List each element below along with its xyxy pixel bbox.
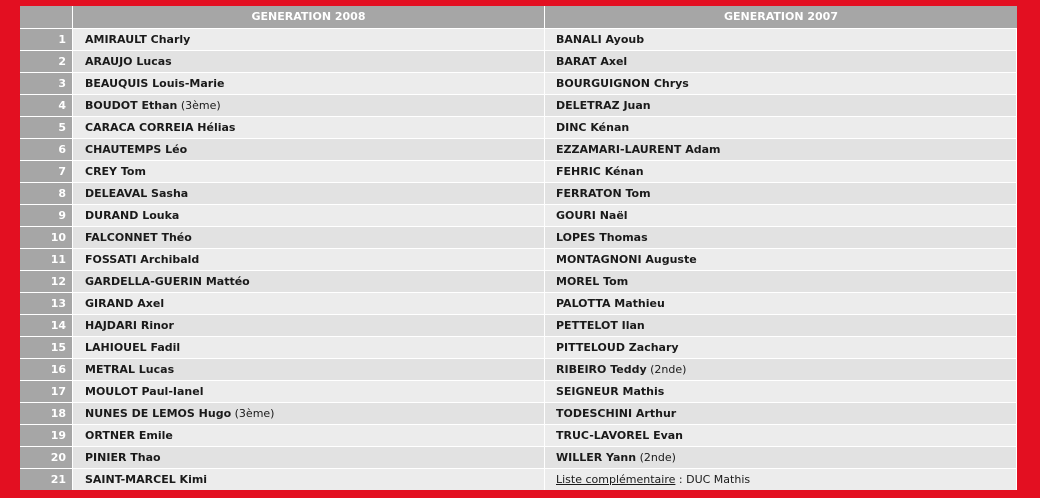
player-name: RIBEIRO Teddy	[556, 363, 647, 376]
player-name: MOULOT Paul-Ianel	[85, 385, 204, 398]
table-row	[20, 29, 1017, 50]
generation-2008-cell	[73, 95, 544, 116]
table-row	[20, 249, 1017, 270]
player-name: BARAT Axel	[556, 55, 628, 68]
generation-2007-cell	[545, 183, 1016, 204]
player-name: AMIRAULT Charly	[85, 33, 191, 46]
generation-2008-cell	[73, 183, 544, 204]
player-name: GARDELLA-GUERIN Mattéo	[85, 275, 250, 288]
table-row	[20, 161, 1017, 182]
player-note: (2nde)	[650, 363, 687, 376]
row-number: 20	[20, 447, 72, 468]
row-number: 7	[20, 161, 72, 182]
player-name: TODESCHINI Arthur	[556, 407, 677, 420]
table-row	[20, 271, 1017, 292]
player-name: FOSSATI Archibald	[85, 253, 200, 266]
generation-2008-cell	[73, 447, 544, 468]
generation-2008-cell	[73, 227, 544, 248]
player-name: FEHRIC Kénan	[556, 165, 644, 178]
generation-2007-cell	[545, 73, 1016, 94]
generation-2007-cell	[545, 359, 1016, 380]
generation-2008-cell	[73, 403, 544, 424]
row-number: 16	[20, 359, 72, 380]
table-row	[20, 117, 1017, 138]
complementary-list-link[interactable]: Liste complémentaire	[556, 473, 676, 486]
generation-2007-cell	[545, 205, 1016, 226]
generation-2008-cell	[73, 469, 544, 490]
player-name: PITTELOUD Zachary	[556, 341, 679, 354]
table-row	[20, 293, 1017, 314]
row-number: 17	[20, 381, 72, 402]
player-note: (2nde)	[639, 451, 676, 464]
player-name: PETTELOT Ilan	[556, 319, 645, 332]
player-note: (3ème)	[180, 99, 221, 112]
player-name: CHAUTEMPS Léo	[85, 143, 188, 156]
table-row	[20, 469, 1017, 490]
generation-2008-cell	[73, 51, 544, 72]
generation-2008-cell	[73, 337, 544, 358]
generation-2007-cell	[545, 161, 1016, 182]
table-row	[20, 183, 1017, 204]
player-name: FALCONNET Théo	[85, 231, 192, 244]
player-name: NUNES DE LEMOS Hugo	[85, 407, 232, 420]
player-name: PINIER Thao	[85, 451, 161, 464]
table-row	[20, 315, 1017, 336]
table-row	[20, 51, 1017, 72]
generation-2007-cell	[545, 51, 1016, 72]
generation-2007-cell	[545, 227, 1016, 248]
player-name: SEIGNEUR Mathis	[556, 385, 665, 398]
row-number: 12	[20, 271, 72, 292]
row-number: 4	[20, 95, 72, 116]
row-number: 18	[20, 403, 72, 424]
player-name: DELETRAZ Juan	[556, 99, 651, 112]
table-row	[20, 205, 1017, 226]
row-number: 13	[20, 293, 72, 314]
complementary-list-entry: : DUC Mathis	[675, 473, 751, 486]
player-name: LOPES Thomas	[556, 231, 648, 244]
row-number: 11	[20, 249, 72, 270]
row-number: 21	[20, 469, 72, 490]
table-row	[20, 95, 1017, 116]
player-name: BEAUQUIS Louis-Marie	[85, 77, 225, 90]
table-row	[20, 73, 1017, 94]
row-number: 15	[20, 337, 72, 358]
player-name: GOURI Naël	[556, 209, 628, 222]
table-row	[20, 359, 1017, 380]
player-name: CARACA CORREIA Hélias	[85, 121, 236, 134]
player-name: DINC Kénan	[556, 121, 630, 134]
generation-2008-cell	[73, 249, 544, 270]
table-header	[20, 6, 1017, 28]
player-name: DELEAVAL Sasha	[85, 187, 189, 200]
player-name: EZZAMARI-LAURENT Adam	[556, 143, 721, 156]
generation-2007-cell	[545, 293, 1016, 314]
player-name: DURAND Louka	[85, 209, 180, 222]
generation-2008-cell	[73, 359, 544, 380]
row-number: 2	[20, 51, 72, 72]
row-number: 3	[20, 73, 72, 94]
generation-2007-cell	[545, 403, 1016, 424]
row-number: 19	[20, 425, 72, 446]
player-name: BOURGUIGNON Chrys	[556, 77, 689, 90]
table-body	[20, 29, 1017, 490]
player-name: TRUC-LAVOREL Evan	[556, 429, 684, 442]
generation-2008-cell	[73, 29, 544, 50]
header-generation-2008: GENERATION 2008	[73, 6, 544, 28]
player-name: HAJDARI Rinor	[85, 319, 174, 332]
row-number: 6	[20, 139, 72, 160]
generation-2007-cell	[545, 447, 1016, 468]
player-name: ORTNER Emile	[85, 429, 173, 442]
generation-2008-cell	[73, 381, 544, 402]
generation-2008-cell	[73, 117, 544, 138]
player-name: LAHIOUEL Fadil	[85, 341, 181, 354]
row-number: 8	[20, 183, 72, 204]
row-number: 10	[20, 227, 72, 248]
player-name: CREY Tom	[85, 165, 146, 178]
table-row	[20, 447, 1017, 468]
player-name: GIRAND Axel	[85, 297, 165, 310]
generation-2007-cell	[545, 425, 1016, 446]
generation-2007-cell	[545, 117, 1016, 138]
generation-2008-cell	[73, 293, 544, 314]
generation-2007-cell	[545, 315, 1016, 336]
generation-2008-cell	[73, 139, 544, 160]
player-name: PALOTTA Mathieu	[556, 297, 665, 310]
player-name: MONTAGNONI Auguste	[556, 253, 697, 266]
player-name: SAINT-MARCEL Kimi	[85, 473, 208, 486]
generation-2007-cell	[545, 271, 1016, 292]
table-row	[20, 139, 1017, 160]
generation-2007-cell	[545, 381, 1016, 402]
player-name: FERRATON Tom	[556, 187, 651, 200]
table-row	[20, 337, 1017, 358]
row-number: 14	[20, 315, 72, 336]
header-number-cell	[20, 6, 72, 28]
generation-2008-cell	[73, 271, 544, 292]
players-table	[20, 6, 1017, 490]
player-name: BANALI Ayoub	[556, 33, 645, 46]
table-row	[20, 381, 1017, 402]
table-row	[20, 227, 1017, 248]
generation-2007-cell	[545, 95, 1016, 116]
table-row	[20, 425, 1017, 446]
generation-2007-cell	[545, 469, 1016, 490]
generation-2008-cell	[73, 205, 544, 226]
generation-2007-cell	[545, 139, 1016, 160]
generation-2008-cell	[73, 425, 544, 446]
row-number: 5	[20, 117, 72, 138]
generation-2007-cell	[545, 29, 1016, 50]
player-name: BOUDOT Ethan	[85, 99, 178, 112]
generation-2008-cell	[73, 161, 544, 182]
player-name: MOREL Tom	[556, 275, 629, 288]
generation-2008-cell	[73, 315, 544, 336]
row-number: 9	[20, 205, 72, 226]
header-generation-2007: GENERATION 2007	[545, 6, 1017, 28]
generation-2008-cell	[73, 73, 544, 94]
table-row	[20, 403, 1017, 424]
row-number: 1	[20, 29, 72, 50]
player-name: METRAL Lucas	[85, 363, 175, 376]
player-note: (3ème)	[234, 407, 275, 420]
player-name: ARAUJO Lucas	[85, 55, 172, 68]
player-name: WILLER Yann	[556, 451, 637, 464]
generation-2007-cell	[545, 249, 1016, 270]
generation-2007-cell	[545, 337, 1016, 358]
